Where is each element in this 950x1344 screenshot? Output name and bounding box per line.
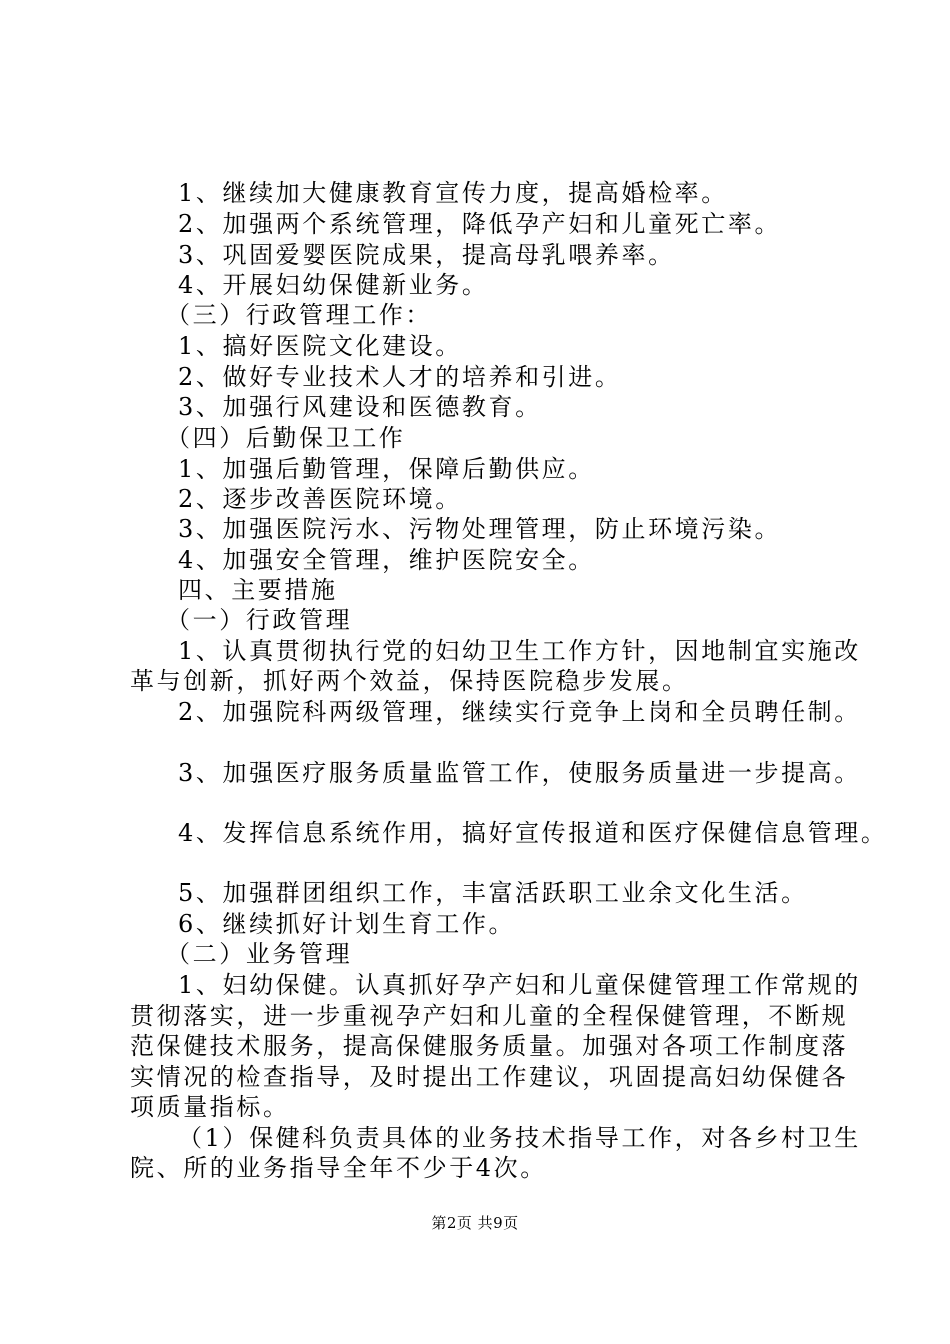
text-line: 范保健技术服务，提高保健服务质量。加强对各项工作制度落 bbox=[130, 1032, 849, 1060]
section-heading: （一）行政管理 bbox=[166, 606, 353, 634]
text-line: 贯彻落实，进一步重视孕产妇和儿童的全程保健管理，不断规 bbox=[130, 1002, 849, 1030]
text-line: 1、认真贯彻执行党的妇幼卫生工作方针，因地制宜实施改 bbox=[178, 637, 861, 665]
text-line: 2、加强两个系统管理，降低孕产妇和儿童死亡率。 bbox=[178, 210, 782, 238]
text-line: 1、搞好医院文化建设。 bbox=[178, 332, 462, 360]
text-line: （1）保健科负责具体的业务技术指导工作，对各乡村卫生 bbox=[178, 1124, 861, 1152]
section-heading: （二）业务管理 bbox=[166, 940, 353, 968]
text-line: 实情况的检查指导，及时提出工作建议，巩固提高妇幼保健各 bbox=[130, 1063, 849, 1091]
text-line: 2、加强院科两级管理，继续实行竞争上岗和全员聘任制。 bbox=[178, 698, 861, 726]
text-line: 项质量指标。 bbox=[130, 1093, 290, 1121]
text-line: 4、加强安全管理，维护医院安全。 bbox=[178, 546, 595, 574]
text-line: 1、加强后勤管理，保障后勤供应。 bbox=[178, 455, 595, 483]
text-line: 4、开展妇幼保健新业务。 bbox=[178, 271, 489, 299]
text-line: 院、所的业务指导全年不少于4次。 bbox=[130, 1154, 547, 1182]
text-line: 1、妇幼保健。认真抓好孕产妇和儿童保健管理工作常规的 bbox=[178, 971, 861, 999]
text-line: 3、巩固爱婴医院成果，提高母乳喂养率。 bbox=[178, 241, 675, 269]
section-heading: （四）后勤保卫工作 bbox=[166, 424, 406, 452]
text-line: 1、继续加大健康教育宣传力度，提高婚检率。 bbox=[178, 179, 728, 207]
text-line: 4、发挥信息系统作用，搞好宣传报道和医疗保健信息管理。 bbox=[178, 819, 888, 847]
section-heading: 四、主要措施 bbox=[178, 576, 338, 604]
section-heading: （三）行政管理工作： bbox=[166, 301, 432, 329]
text-line: 5、加强群团组织工作，丰富活跃职工业余文化生活。 bbox=[178, 879, 808, 907]
text-line: 3、加强医院污水、污物处理管理，防止环境污染。 bbox=[178, 515, 782, 543]
text-line: 2、做好专业技术人才的培养和引进。 bbox=[178, 363, 622, 391]
page-number-footer: 第2页 共9页 bbox=[431, 1214, 519, 1232]
text-line: 6、继续抓好计划生育工作。 bbox=[178, 910, 516, 938]
text-line: 3、加强医疗服务质量监管工作，使服务质量进一步提高。 bbox=[178, 759, 861, 787]
text-line: 2、逐步改善医院环境。 bbox=[178, 485, 462, 513]
text-line: 革与创新，抓好两个效益，保持医院稳步发展。 bbox=[130, 667, 689, 695]
text-line: 3、加强行风建设和医德教育。 bbox=[178, 393, 542, 421]
